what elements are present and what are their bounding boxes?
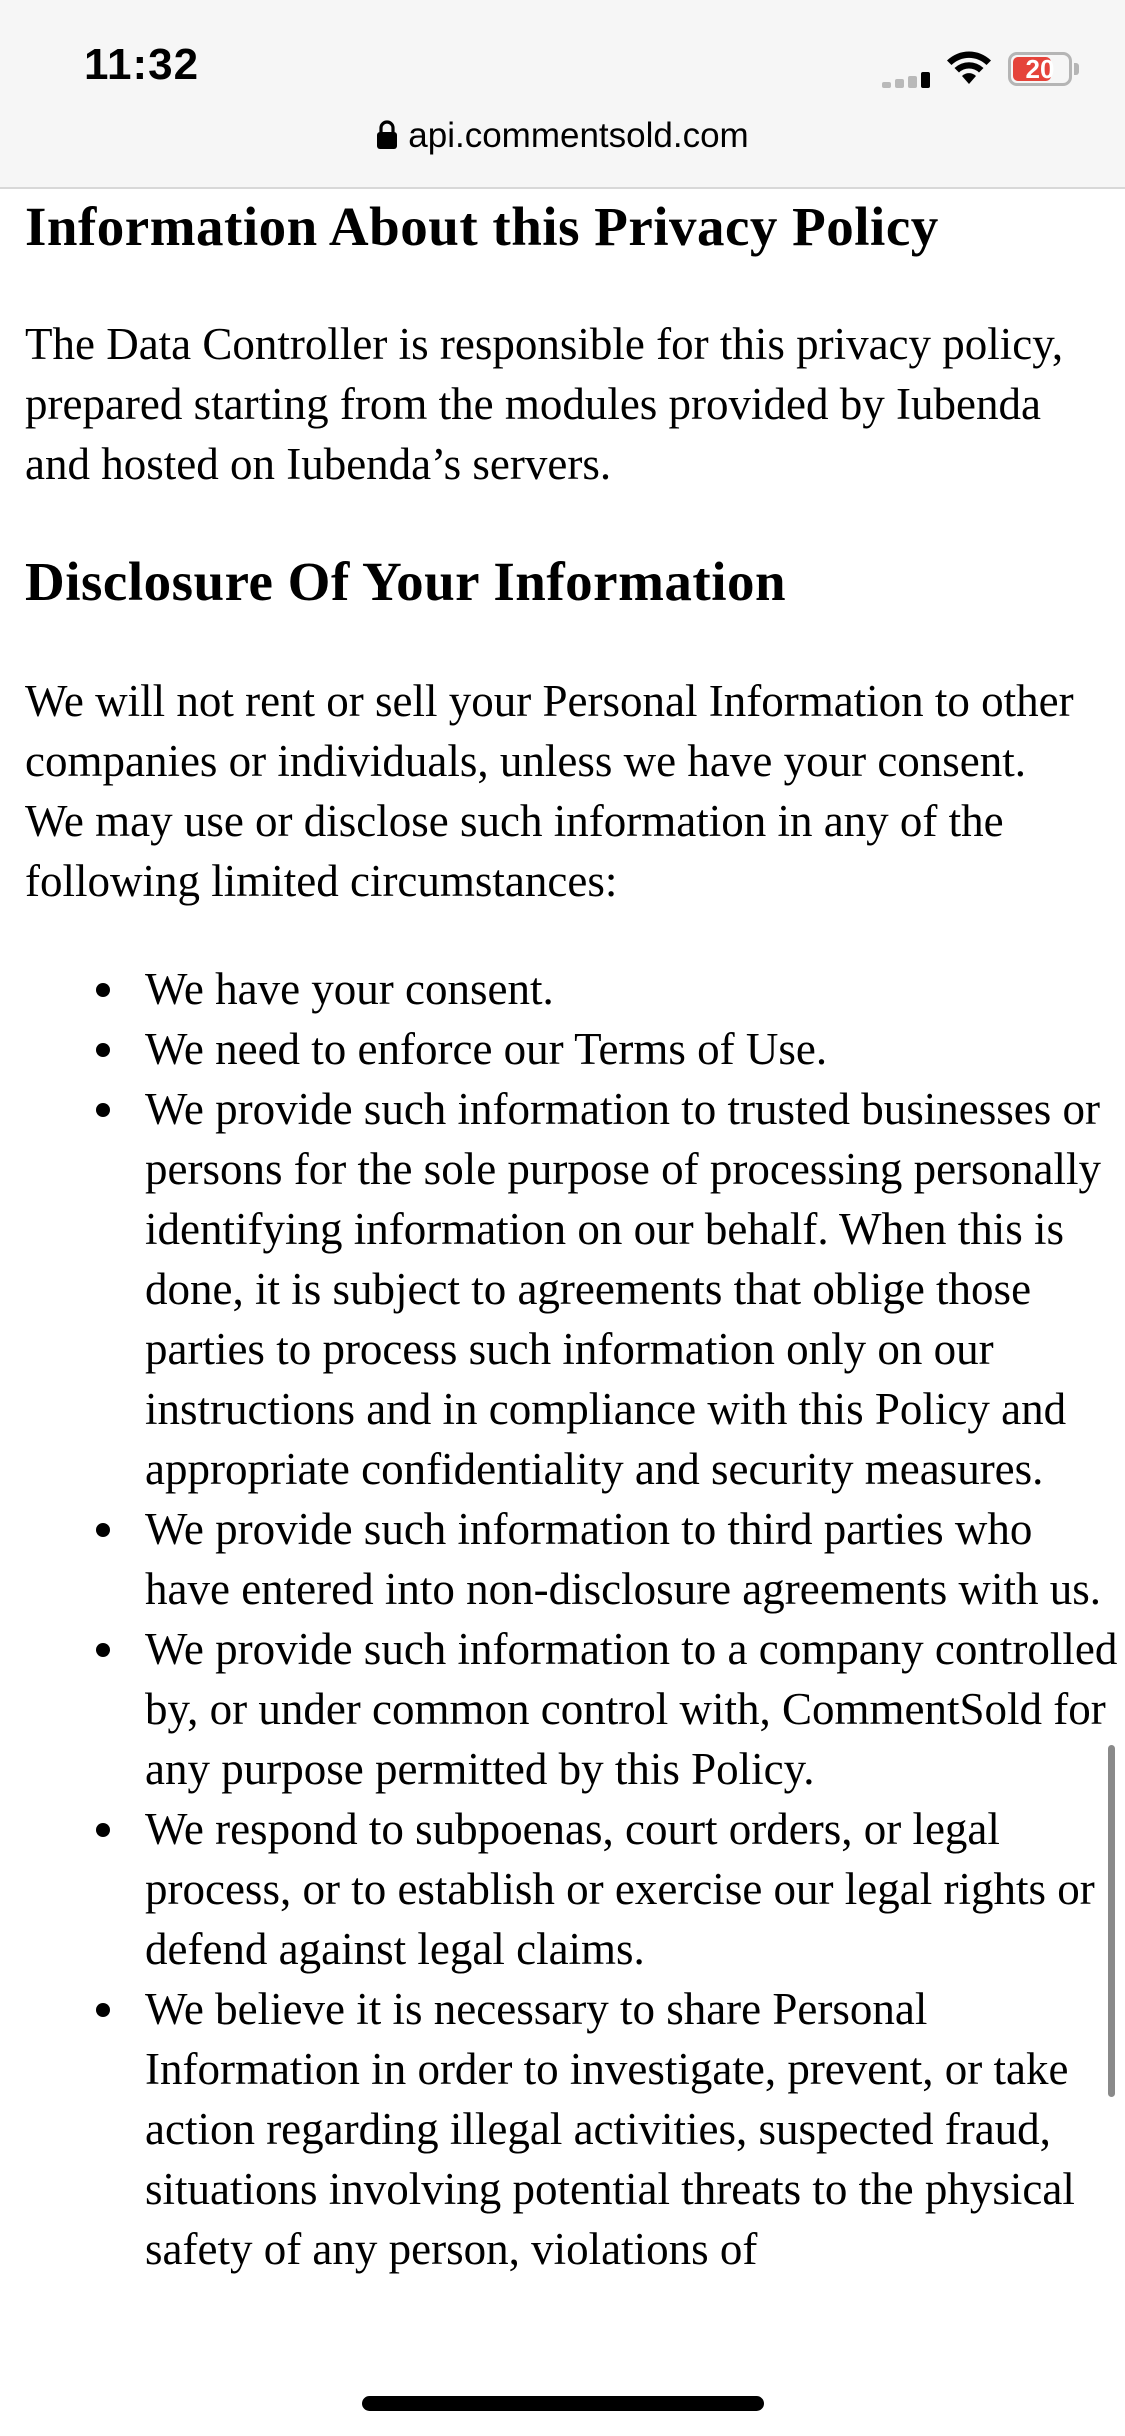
policy-content (25, 195, 1118, 2279)
list-item: We need to enforce our Terms of Use. (145, 1019, 1120, 1079)
disclosure-circumstances-list (25, 959, 1118, 2279)
list-item: We provide such information to trusted businesses or persons for the sole purpose of processing personally identifying information on our behalf. When this is done, it is subject to agreements that oblige those parties to process such information only on our instructions and in compliance with this Policy and appropriate confidentiality and security measures. (145, 1079, 1120, 1499)
address-bar[interactable] (0, 116, 1125, 156)
section-paragraph-disclosure: We will not rent or sell your Personal Information to other companies or individuals, unless we have your consent. We may use or disclose such information in any of the following limited circumstances: (25, 676, 1074, 906)
lock-icon (376, 120, 398, 150)
battery-percentage: 20 (1025, 54, 1055, 84)
section-heading-disclosure: Disclosure Of Your Information (25, 551, 787, 612)
browser-top-bar (0, 0, 1125, 189)
scrollbar[interactable] (1108, 1745, 1115, 2097)
home-indicator[interactable] (362, 2396, 764, 2411)
status-time: 11:32 (84, 40, 200, 89)
list-item: We provide such information to a company controlled by, or under common control with, CommentSold for any purpose permitted by this Policy. (145, 1619, 1120, 1799)
battery-cap (1074, 63, 1079, 75)
battery-icon (1008, 52, 1072, 86)
list-item: We have your consent. (145, 959, 1120, 1019)
section-heading-privacy-policy-info: Information About this Privacy Policy (25, 196, 939, 257)
cellular-signal-icon (882, 72, 934, 88)
list-item: We respond to subpoenas, court orders, or legal process, or to establish or exercise our legal rights or defend against legal claims. (145, 1799, 1120, 1979)
list-item: We provide such information to third parties who have entered into non-disclosure agreements with us. (145, 1499, 1120, 1619)
section-paragraph-privacy-policy-info: The Data Controller is responsible for this privacy policy, prepared starting from the modules provided by Iubenda and hosted on Iubenda’s servers. (25, 319, 1064, 489)
wifi-icon (946, 50, 992, 86)
list-item: We believe it is necessary to share Personal Information in order to investigate, prevent, or take action regarding illegal activities, suspected fraud, situations involving potential threats to the physical safety of any person, violations of (145, 1979, 1120, 2279)
url-text: api.commentsold.com (408, 116, 749, 155)
